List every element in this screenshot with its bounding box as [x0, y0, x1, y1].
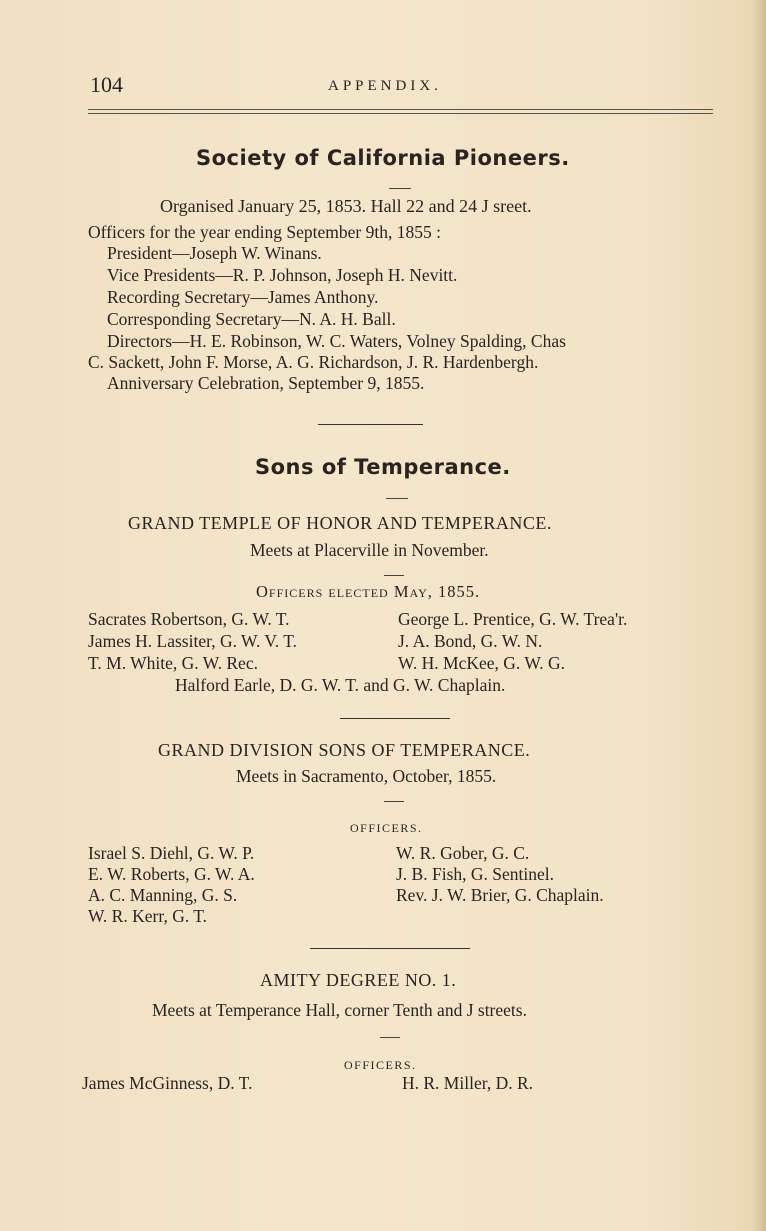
- grand-division-officer-left: A. C. Manning, G. S.: [88, 885, 238, 905]
- header-rule-top: [88, 109, 713, 110]
- grand-division-officer-left: E. W. Roberts, G. W. A.: [88, 864, 255, 884]
- society-directors-line2: C. Sackett, John F. Morse, A. G. Richardson, J. R. Hardenbergh.: [88, 352, 539, 372]
- society-president: President—Joseph W. Winans.: [107, 243, 322, 263]
- amity-officer-right: H. R. Miller, D. R.: [402, 1073, 534, 1093]
- page-number: 104: [90, 72, 123, 97]
- society-recording-secretary: Recording Secretary—James Anthony.: [107, 287, 379, 307]
- society-officers-intro: Officers for the year ending September 9th, 1855 :: [88, 222, 441, 242]
- grand-temple-officer-left: T. M. White, G. W. Rec.: [88, 653, 258, 673]
- short-dash: [384, 801, 404, 802]
- header-rule-bottom: [88, 113, 713, 114]
- grand-division-heading: GRAND DIVISION SONS OF TEMPERANCE.: [158, 740, 531, 760]
- grand-temple-officer-last: Halford Earle, D. G. W. T. and G. W. Chaplain.: [175, 675, 506, 695]
- section-separator: [310, 948, 470, 949]
- page-edge-shadow: [752, 0, 766, 1231]
- short-dash: [389, 188, 411, 189]
- grand-temple-officer-right: J. A. Bond, G. W. N.: [398, 631, 543, 651]
- section-separator: [340, 718, 450, 719]
- grand-division-officer-right: W. R. Gober, G. C.: [396, 843, 530, 863]
- grand-temple-officer-left: Sacrates Robertson, G. W. T.: [88, 609, 290, 629]
- section-title-temperance: Sons of Temperance.: [255, 455, 511, 479]
- running-title: APPENDIX.: [328, 78, 442, 94]
- grand-division-officer-right: J. B. Fish, G. Sentinel.: [396, 864, 555, 884]
- society-vice-presidents: Vice Presidents—R. P. Johnson, Joseph H. Nevitt.: [107, 265, 458, 285]
- grand-temple-officer-right: W. H. McKee, G. W. G.: [398, 653, 566, 673]
- grand-temple-officer-left: James H. Lassiter, G. W. V. T.: [88, 631, 297, 651]
- grand-division-officers-heading: OFFICERS.: [350, 821, 423, 835]
- society-anniversary: Anniversary Celebration, September 9, 1855.: [107, 373, 425, 393]
- society-corresponding-secretary: Corresponding Secretary—N. A. H. Ball.: [107, 309, 396, 329]
- grand-division-officer-left: Israel S. Diehl, G. W. P.: [88, 843, 255, 863]
- amity-officer-left: James McGinness, D. T.: [82, 1073, 253, 1093]
- section-title-society: Society of California Pioneers.: [196, 146, 570, 170]
- amity-heading: AMITY DEGREE NO. 1.: [260, 970, 457, 990]
- section-separator: [318, 424, 423, 425]
- grand-temple-meets: Meets at Placerville in November.: [250, 540, 489, 560]
- society-directors-line1: Directors—H. E. Robinson, W. C. Waters, Volney Spalding, Chas: [107, 331, 566, 351]
- grand-division-officer-left: W. R. Kerr, G. T.: [88, 906, 208, 926]
- short-dash: [380, 1037, 400, 1038]
- grand-temple-officer-right: George L. Prentice, G. W. Trea'r.: [398, 609, 628, 629]
- society-organised: Organised January 25, 1853. Hall 22 and 24 J sreet.: [160, 196, 532, 216]
- grand-division-officer-right: Rev. J. W. Brier, G. Chaplain.: [396, 885, 604, 905]
- short-dash: [384, 575, 404, 576]
- grand-division-meets: Meets in Sacramento, October, 1855.: [236, 766, 497, 786]
- amity-officers-heading: OFFICERS.: [344, 1058, 417, 1072]
- grand-temple-heading: GRAND TEMPLE OF HONOR AND TEMPERANCE.: [128, 513, 552, 533]
- grand-temple-officers-heading: Officers elected May, 1855.: [256, 582, 481, 601]
- amity-meets: Meets at Temperance Hall, corner Tenth and J streets.: [152, 1000, 527, 1020]
- short-dash: [386, 498, 408, 499]
